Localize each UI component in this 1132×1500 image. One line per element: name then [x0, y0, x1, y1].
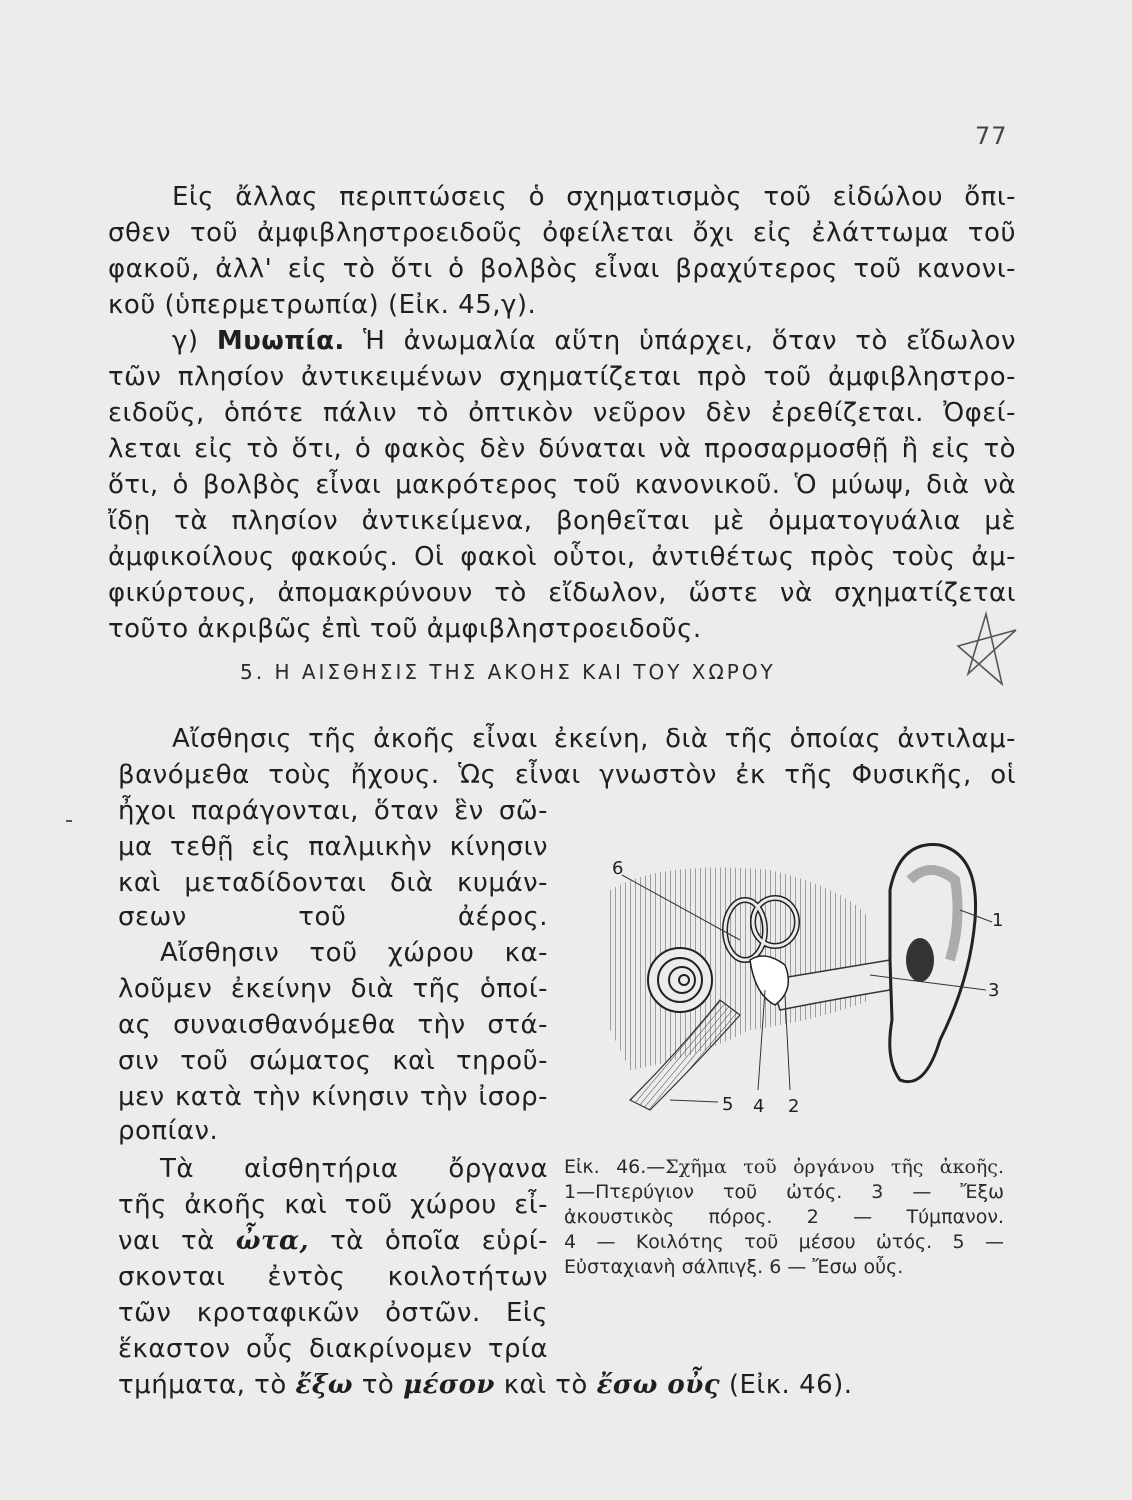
final-line	[118, 1370, 1016, 1400]
ota-term: ὦτα,	[235, 1226, 310, 1256]
column-text: ναι τὰ	[118, 1226, 215, 1256]
paragraph-line: κοῦ (ὑπερμετρωπία) (Εἰκ. 45,γ).	[108, 290, 537, 320]
paragraph-line: Εἰς ἄλλας περιπτώσεις ὁ σχηματισμὸς τοῦ εἰδώλου ὄπι-	[172, 182, 1016, 212]
eso-ous-term: ἔσω οὖς	[596, 1370, 721, 1400]
column-line: Αἴσθησιν τοῦ χώρου κα-	[160, 938, 548, 968]
exo-term: ἔξω	[295, 1370, 353, 1400]
final-text: τὸ	[361, 1370, 395, 1400]
paragraph-line: ὅτι, ὁ βολβὸς εἶναι μακρότερος τοῦ κανονικοῦ. Ὁ μύωψ, διὰ νὰ	[108, 470, 1016, 500]
margin-mark	[66, 820, 72, 822]
figure-label: 1	[992, 910, 1004, 931]
figure-caption	[564, 1155, 1004, 1280]
column-line: σεων τοῦ ἀέρος.	[118, 902, 548, 932]
figure-label: 2	[788, 1096, 800, 1117]
column-line: καὶ μεταδίδονται διὰ κυμάν-	[118, 868, 548, 898]
column-line: μα τεθῇ εἰς παλμικὴν κίνησιν	[118, 832, 548, 862]
myopia-first-line	[172, 326, 1016, 356]
caption-title: Σχῆμα τοῦ ὀργάνου τῆς ἀκοῆς.	[665, 1156, 1004, 1178]
caption-label: Εἰκ. 46.—	[564, 1156, 666, 1178]
column-line: ας συναισθανόμεθα τὴν στά-	[118, 1010, 548, 1040]
column-line: ροπίαν.	[118, 1116, 219, 1146]
column-line: λοῦμεν ἐκείνην διὰ τῆς ὁποί-	[118, 974, 548, 1004]
final-text: καὶ τὸ	[503, 1370, 588, 1400]
paragraph-line: τοῦτο ἀκριβῶς ἐπὶ τοῦ ἀμφιβληστροειδοῦς.	[108, 614, 702, 644]
figure-label: 3	[988, 980, 1000, 1001]
myopia-term: Μυωπία.	[216, 326, 345, 356]
section-heading: 5. Η ΑΙΣΘΗΣΙΣ ΤΗΣ ΑΚΟΗΣ ΚΑΙ ΤΟΥ ΧΩΡΟΥ	[240, 660, 776, 684]
caption-title-line	[564, 1155, 1004, 1180]
ear-diagram	[570, 830, 1010, 1130]
final-text: (Εἰκ. 46).	[728, 1370, 853, 1400]
page-number: 77	[975, 122, 1008, 150]
caption-line: 1—Πτερύγιον τοῦ ὠτός. 3 — Ἔξω	[564, 1181, 1004, 1203]
concha	[906, 938, 934, 982]
final-text: τμήματα, τὸ	[118, 1370, 287, 1400]
myopia-prefix: γ)	[172, 326, 199, 356]
paragraph-line: ἀμφικοίλους φακούς. Οἱ φακοὶ οὗτοι, ἀντιθέτως πρὸς τοὺς ἀμ-	[108, 542, 1016, 572]
paragraph-line: φακοῦ, ἀλλ' εἰς τὸ ὅτι ὁ βολβὸς εἶναι βραχύτερος τοῦ κανονι-	[108, 254, 1016, 284]
column-line: μεν κατὰ τὴν κίνησιν τὴν ἰσορ-	[118, 1082, 548, 1112]
column-line: Τὰ αἰσθητήρια ὄργανα	[160, 1154, 548, 1184]
pencil-star-icon	[950, 608, 1020, 688]
column-line: σκονται ἐντὸς κοιλοτήτων	[118, 1262, 548, 1292]
figure-label: 6	[612, 858, 624, 879]
myopia-first-line-text: Ἡ ἀνωμαλία αὕτη ὑπάρχει, ὅταν τὸ εἴδωλον	[363, 326, 1017, 356]
paragraph-line: λεται εἰς τὸ ὅτι, ὁ φακὸς δὲν δύναται νὰ προσαρμοσθῇ ἢ εἰς τὸ	[108, 434, 1016, 464]
caption-line: Εὐσταχιανὴ σάλπιγξ. 6 — Ἔσω οὖς.	[564, 1256, 904, 1278]
caption-line: 4 — Κοιλότης τοῦ μέσου ὠτός. 5 —	[564, 1231, 1004, 1253]
column-line	[118, 1226, 548, 1256]
paragraph-line: ειδοῦς, ὁπότε πάλιν τὸ ὀπτικὸν νεῦρον δὲν ἐρεθίζεται. Ὀφεί-	[108, 398, 1016, 428]
caption-line: ἀκουστικὸς πόρος. 2 — Τύμπανον.	[564, 1206, 1004, 1228]
column-line: ἦχοι παράγονται, ὅταν ἓν σῶ-	[118, 796, 548, 826]
cochlea	[648, 948, 712, 1012]
paragraph-line: ἴδῃ τὰ πλησίον ἀντικείμενα, βοηθεῖται μὲ ὀμματογυάλια μὲ	[108, 506, 1016, 536]
figure-label: 4	[753, 1096, 765, 1117]
column-line: τῆς ἀκοῆς καὶ τοῦ χώρου εἶ-	[118, 1190, 548, 1220]
column-line: ἕκαστον οὖς διακρίνομεν τρία	[118, 1334, 548, 1364]
paragraph-line: φικύρτους, ἀπομακρύνουν τὸ εἴδωλον, ὥστε νὰ σχηματίζεται	[108, 578, 1016, 608]
paragraph-line: βανόμεθα τοὺς ἤχους. Ὡς εἶναι γνωστὸν ἐκ τῆς Φυσικῆς, οἱ	[118, 760, 1016, 790]
column-line: σιν τοῦ σώματος καὶ τηροῦ-	[118, 1046, 548, 1076]
column-text: τὰ ὁποῖα εὑρί-	[330, 1226, 549, 1256]
paragraph-line: τῶν πλησίον ἀντικειμένων σχηματίζεται πρὸ τοῦ ἀμφιβληστρο-	[108, 362, 1016, 392]
paragraph-line: Αἴσθησις τῆς ἀκοῆς εἶναι ἐκείνη, διὰ τῆς ὁποίας ἀντιλαμ-	[172, 724, 1016, 754]
paragraph-line: σθεν τοῦ ἀμφιβληστροειδοῦς ὀφείλεται ὄχι εἰς ἐλάττωμα τοῦ	[108, 218, 1016, 248]
meson-term: μέσον	[403, 1370, 495, 1400]
figure-label: 5	[722, 1094, 734, 1115]
column-line: τῶν κροταφικῶν ὀστῶν. Εἰς	[118, 1298, 548, 1328]
